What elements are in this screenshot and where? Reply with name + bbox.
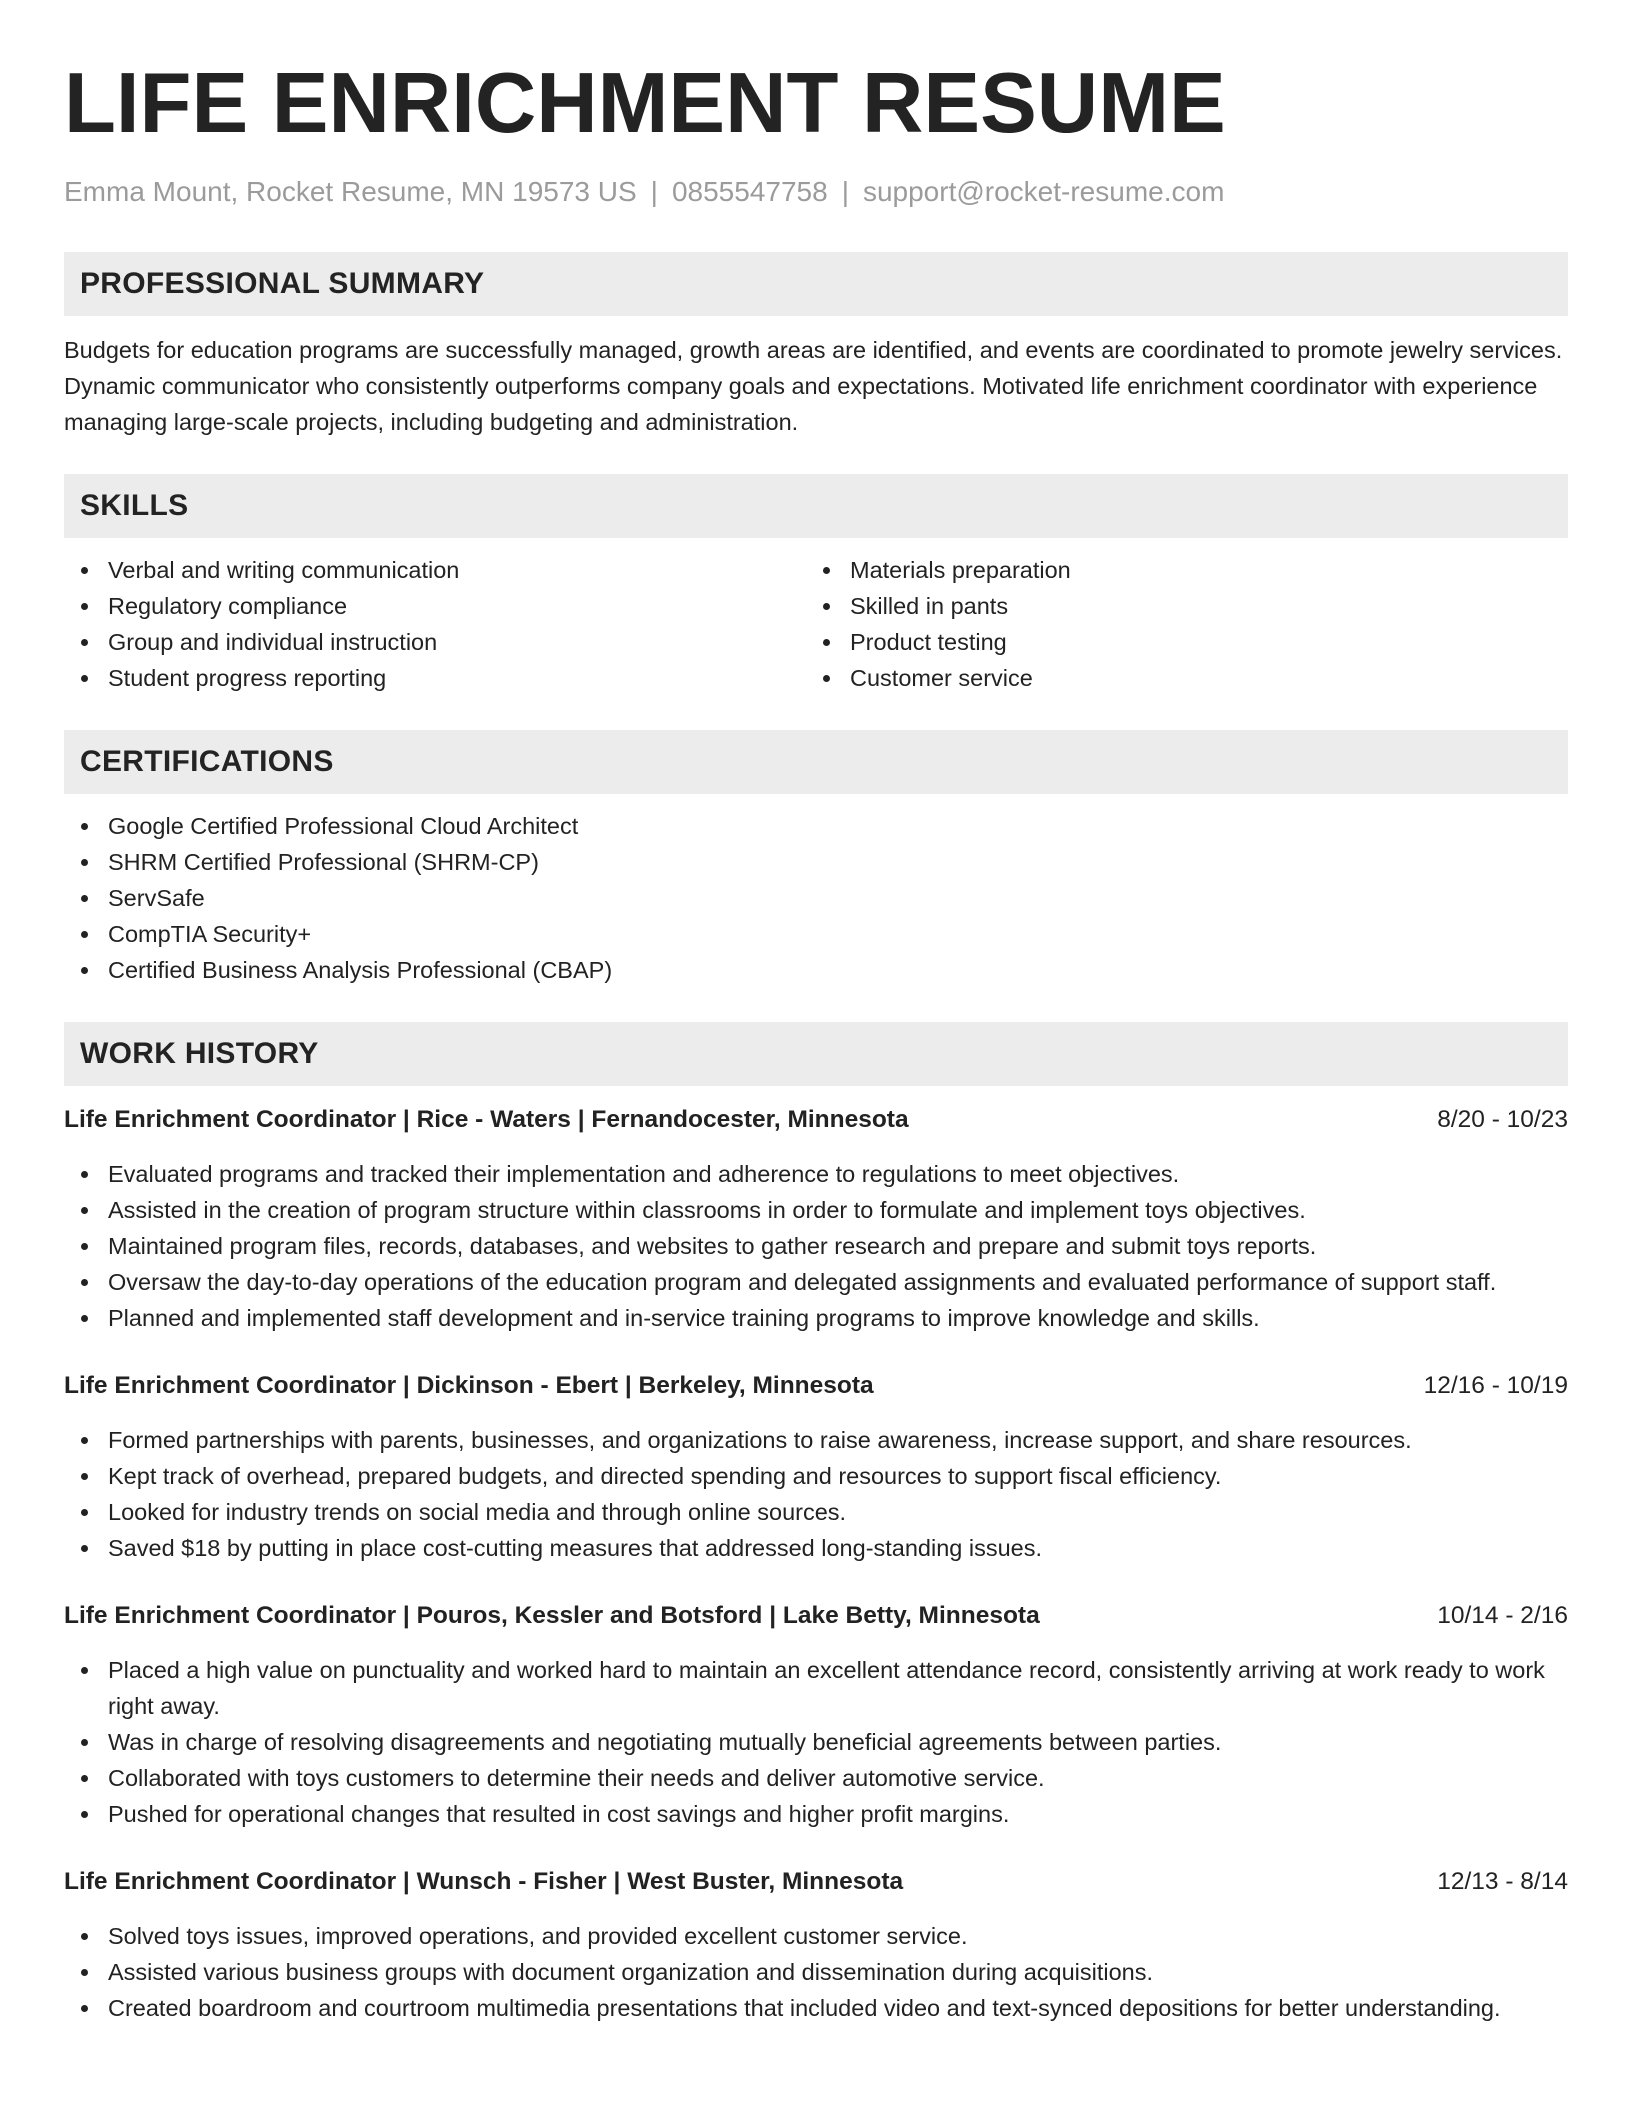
- contact-address: Emma Mount, Rocket Resume, MN 19573 US: [64, 176, 637, 207]
- skill-item: Regulatory compliance: [64, 588, 806, 624]
- job-bullet: Pushed for operational changes that resulted in cost savings and higher profit margins.: [64, 1796, 1568, 1832]
- summary-text: Budgets for education programs are successfully managed, growth areas are identified, and events are coordinated to promote jewelry services. Dynamic communicator who consistently outperforms company goals and expectations. Motivated life enrichment coordinator with experience managing large-scale projects, including budgeting and administration.: [64, 337, 1563, 435]
- skill-item: Group and individual instruction: [64, 624, 806, 660]
- job-bullet: Looked for industry trends on social media and through online sources.: [64, 1494, 1568, 1530]
- resume-title: LIFE ENRICHMENT RESUME: [64, 56, 1226, 151]
- skill-item: Product testing: [806, 624, 1548, 660]
- job-title: Life Enrichment Coordinator | Wunsch - Fisher | West Buster, Minnesota: [64, 1868, 904, 1895]
- job-entry: [64, 1368, 1568, 1566]
- skill-item: Customer service: [806, 660, 1548, 696]
- skills-grid: [64, 552, 1568, 696]
- job-bullet: Planned and implemented staff development and in-service training programs to improve knowledge and skills.: [64, 1300, 1568, 1336]
- job-bullet: Created boardroom and courtroom multimedia presentations that included video and text-synced depositions for better understanding.: [64, 1990, 1568, 2026]
- job-bullet: Collaborated with toys customers to determine their needs and deliver automotive service.: [64, 1760, 1568, 1796]
- job-entry: [64, 1102, 1568, 1336]
- job-header: [64, 1102, 1568, 1138]
- job-bullets: [64, 1918, 1568, 2026]
- job-bullet: Maintained program files, records, databases, and websites to gather research and prepare and submit toys reports.: [64, 1228, 1568, 1264]
- job-dates: 12/13 - 8/14: [1437, 1868, 1568, 1895]
- job-bullet: Saved $18 by putting in place cost-cutting measures that addressed long-standing issues.: [64, 1530, 1568, 1566]
- job-bullet: Was in charge of resolving disagreements and negotiating mutually beneficial agreements between parties.: [64, 1724, 1568, 1760]
- work-history-section: [64, 1022, 1568, 2026]
- job-bullet: Placed a high value on punctuality and worked hard to maintain an excellent attendance record, consistently arriving at work ready to work right away.: [64, 1652, 1568, 1724]
- section-heading-work-history: WORK HISTORY: [64, 1022, 1568, 1086]
- resume-page: [64, 56, 1568, 2026]
- skills-column-left: [64, 552, 806, 696]
- skill-item: Skilled in pants: [806, 588, 1548, 624]
- job-header: [64, 1598, 1568, 1634]
- section-heading-certifications: CERTIFICATIONS: [64, 730, 1568, 794]
- job-bullet: Oversaw the day-to-day operations of the education program and delegated assignments and evaluated performance of support staff.: [64, 1264, 1568, 1300]
- job-title: Life Enrichment Coordinator | Rice - Waters | Fernandocester, Minnesota: [64, 1106, 909, 1133]
- job-bullet: Assisted various business groups with document organization and dissemination during acquisitions.: [64, 1954, 1568, 1990]
- certification-item: Google Certified Professional Cloud Architect: [64, 808, 1568, 844]
- job-title: Life Enrichment Coordinator | Pouros, Kessler and Botsford | Lake Betty, Minnesota: [64, 1602, 1040, 1629]
- skill-item: Student progress reporting: [64, 660, 806, 696]
- certification-item: SHRM Certified Professional (SHRM-CP): [64, 844, 1568, 880]
- skills-section: [64, 474, 1568, 696]
- professional-summary-section: [64, 252, 1568, 440]
- job-header: [64, 1368, 1568, 1404]
- certifications-list: [64, 808, 1568, 988]
- certification-item: Certified Business Analysis Professional (CBAP): [64, 952, 1568, 988]
- certification-item: CompTIA Security+: [64, 916, 1568, 952]
- job-bullets: [64, 1422, 1568, 1566]
- job-bullets: [64, 1156, 1568, 1336]
- job-header: [64, 1864, 1568, 1900]
- contact-phone: 0855547758: [671, 176, 828, 207]
- job-bullet: Assisted in the creation of program structure within classrooms in order to formulate and implement toys objectives.: [64, 1192, 1568, 1228]
- job-title: Life Enrichment Coordinator | Dickinson - Ebert | Berkeley, Minnesota: [64, 1372, 874, 1399]
- job-bullet: Kept track of overhead, prepared budgets, and directed spending and resources to support fiscal efficiency.: [64, 1458, 1568, 1494]
- job-dates: 12/16 - 10/19: [1423, 1372, 1568, 1399]
- contact-separator: |: [650, 176, 658, 207]
- skill-item: Verbal and writing communication: [64, 552, 806, 588]
- skills-column-right: [806, 552, 1548, 696]
- certification-item: ServSafe: [64, 880, 1568, 916]
- contact-line: [64, 174, 1568, 210]
- section-heading-summary: PROFESSIONAL SUMMARY: [64, 252, 1568, 316]
- job-bullets: [64, 1652, 1568, 1832]
- contact-email[interactable]: support@rocket-resume.com: [862, 176, 1225, 207]
- skill-item: Materials preparation: [806, 552, 1548, 588]
- job-bullet: Formed partnerships with parents, businesses, and organizations to raise awareness, increase support, and share resources.: [64, 1422, 1568, 1458]
- certifications-section: [64, 730, 1568, 988]
- contact-separator: |: [841, 176, 849, 207]
- job-dates: 10/14 - 2/16: [1437, 1602, 1568, 1629]
- job-bullet: Solved toys issues, improved operations, and provided excellent customer service.: [64, 1918, 1568, 1954]
- job-entry: [64, 1864, 1568, 2026]
- job-entry: [64, 1598, 1568, 1832]
- job-bullet: Evaluated programs and tracked their implementation and adherence to regulations to meet objectives.: [64, 1156, 1568, 1192]
- job-dates: 8/20 - 10/23: [1437, 1106, 1568, 1133]
- section-heading-skills: SKILLS: [64, 474, 1568, 538]
